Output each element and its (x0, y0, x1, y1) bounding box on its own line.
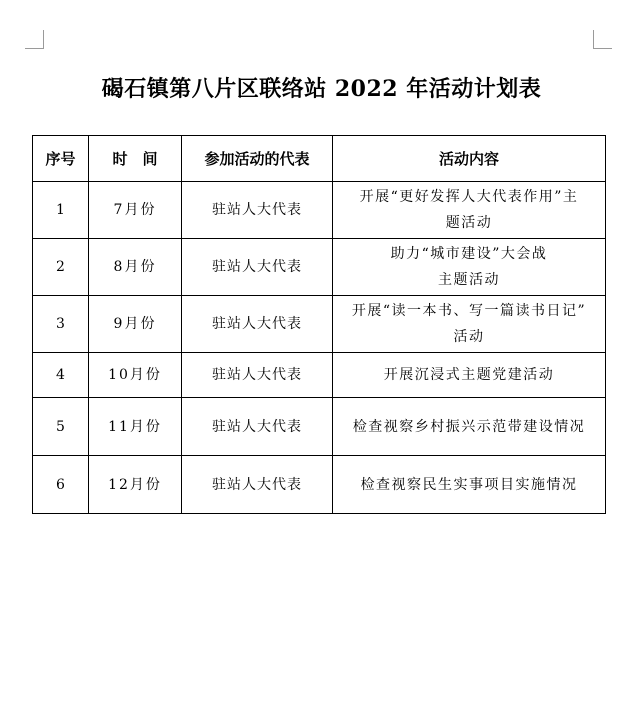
row-time: 11月份 (89, 398, 182, 456)
row-time: 7月份 (89, 182, 182, 239)
document-title: 碣石镇第八片区联络站 2022 年活动计划表 (101, 76, 542, 102)
activity-line: 检查视察民生实事项目实施情况 (360, 476, 578, 493)
row-activity-content (333, 296, 606, 353)
row-representatives: 驻站人大代表 (182, 456, 333, 514)
table-row (33, 239, 606, 296)
table-row (33, 398, 606, 456)
row-representatives: 驻站人大代表 (182, 398, 333, 456)
activity-line: 检查视察乡村振兴示范带建设情况 (352, 418, 586, 435)
row-time: 8月份 (89, 239, 182, 296)
row-index: 6 (33, 456, 89, 514)
row-time: 9月份 (89, 296, 182, 353)
table-row (33, 296, 606, 353)
activity-line: 题活动 (445, 215, 493, 231)
row-index: 3 (33, 296, 89, 353)
row-index: 2 (33, 239, 89, 296)
activity-line: 主题活动 (438, 272, 500, 288)
row-activity-content (333, 398, 606, 456)
activity-line: 助力“城市建设”大会战 (390, 246, 548, 262)
row-index: 4 (33, 353, 89, 398)
activity-line: 开展“读一本书、写一篇读书日记” (351, 303, 587, 319)
row-activity-content (333, 456, 606, 514)
table-header-row (33, 136, 606, 182)
row-representatives: 驻站人大代表 (182, 296, 333, 353)
row-time: 10月份 (89, 353, 182, 398)
activity-line: 开展沉浸式主题党建活动 (383, 367, 555, 383)
row-time: 12月份 (89, 456, 182, 514)
table-row (33, 353, 606, 398)
header-time: 时 间 (89, 136, 182, 182)
row-activity-content (333, 239, 606, 296)
activity-line: 活动 (453, 329, 485, 345)
activity-line: 开展“更好发挥人大代表作用”主 (359, 189, 579, 205)
row-activity-content (333, 182, 606, 239)
row-representatives: 驻站人大代表 (182, 182, 333, 239)
header-representatives: 参加活动的代表 (182, 136, 333, 182)
row-activity-content (333, 353, 606, 398)
row-index: 1 (33, 182, 89, 239)
row-representatives: 驻站人大代表 (182, 353, 333, 398)
table-row (33, 182, 606, 239)
row-representatives: 驻站人大代表 (182, 239, 333, 296)
table-row (33, 456, 606, 514)
row-index: 5 (33, 398, 89, 456)
activity-plan-table (32, 135, 606, 514)
header-index: 序号 (33, 136, 89, 182)
page-corner-mark-top-left (25, 30, 44, 49)
header-activity-content: 活动内容 (333, 136, 606, 182)
page-corner-mark-top-right (593, 30, 612, 49)
